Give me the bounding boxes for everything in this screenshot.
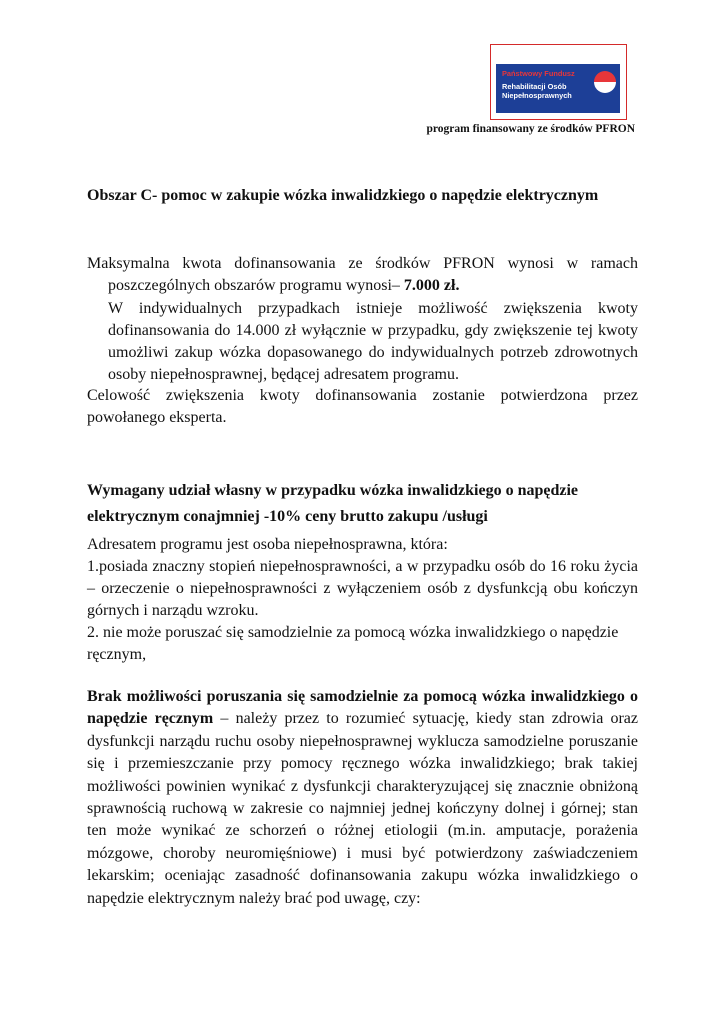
definition-body: – należy przez to rozumieć sytuację, kiedy stan zdrowia oraz dysfunkcji narządu ruchu osoby niepełnosprawnej wyklucza samodzielne poruszanie się i przemieszczanie przy pomocy ręcznego wózka inwalidzkiego; brak takiej możliwości powinien wynikać z dysfunkcji charakteryzującej się znacznie obniżoną sprawnością ruchową w zakresie co najmniej jednej kończyny dolnej i górnej; stan ten może wynikać ze schorzeń o różnej etiologii (m.in. amputacje, porażenia mózgowe, choroby neuromięśniowe) i musi być potwierdzony zaświadczeniem lekarskim; oceniając zasadność dofinansowania zakupu wózka inwalidzkiego o napędzie elektrycznym należy brać pod uwagę, czy: — [87, 710, 639, 907]
funding-expert-paragraph: Celowość zwiększenia kwoty dofinansowania zostanie potwierdzona przez powołanego eksperta. — [87, 387, 638, 426]
logo-emblem-icon — [594, 71, 616, 93]
addressee-item-1: 1.posiada znaczny stopień niepełnosprawności, a w przypadku osób do 16 roku życia – orzeczenie o niepełnosprawności z wyłączeniem osób z dysfunkcją obu kończyn górnych i narządu wzroku. — [87, 558, 638, 619]
pfron-logo — [490, 44, 627, 120]
own-share-heading: Wymagany udział własny w przypadku wózka inwalidzkiego o napędzie elektrycznym conajmniej -10% ceny brutto zakupu /usługi — [87, 482, 579, 525]
logo-line-1: Państwowy Fundusz — [502, 69, 575, 78]
funding-individual-paragraph: W indywidualnych przypadkach istnieje możliwość zwiększenia kwoty dofinansowania do 14.000 zł wyłącznie w przypadku, gdy zwiększenie tej kwoty umożliwi zakup wózka dopasowanego do indywidualnych potrzeb zdrowotnych osoby niepełnosprawnej, będącej adresatem programu. — [108, 300, 638, 383]
definition-paragraph — [87, 686, 638, 910]
funding-max-paragraph — [87, 253, 638, 297]
addressee-block — [87, 534, 638, 666]
addressee-item-2: 2. nie może poruszać się samodzielnie za pomocą wózka inwalidzkiego o napędzie ręcznym, — [87, 624, 619, 663]
pfron-logo-panel — [496, 50, 620, 113]
logo-line-2: Rehabilitacji Osób — [502, 82, 567, 91]
area-title: Obszar C- pomoc w zakupie wózka inwalidzkiego o napędzie elektrycznym — [87, 187, 599, 204]
logo-line-3: Niepełnosprawnych — [502, 91, 572, 100]
funding-max-text: Maksymalna kwota dofinansowania ze środków PFRON wynosi w ramach poszczególnych obszarów programu wynosi– — [87, 255, 638, 294]
addressee-intro: Adresatem programu jest osoba niepełnosprawna, która: — [87, 536, 448, 553]
funding-max-amount: 7.000 zł. — [403, 277, 460, 294]
program-note: program finansowany ze środków PFRON — [426, 123, 635, 135]
definition-term: Brak możliwości poruszania się samodzielnie za pomocą wózka inwalidzkiego o napędzie ręcznym — [87, 688, 638, 728]
